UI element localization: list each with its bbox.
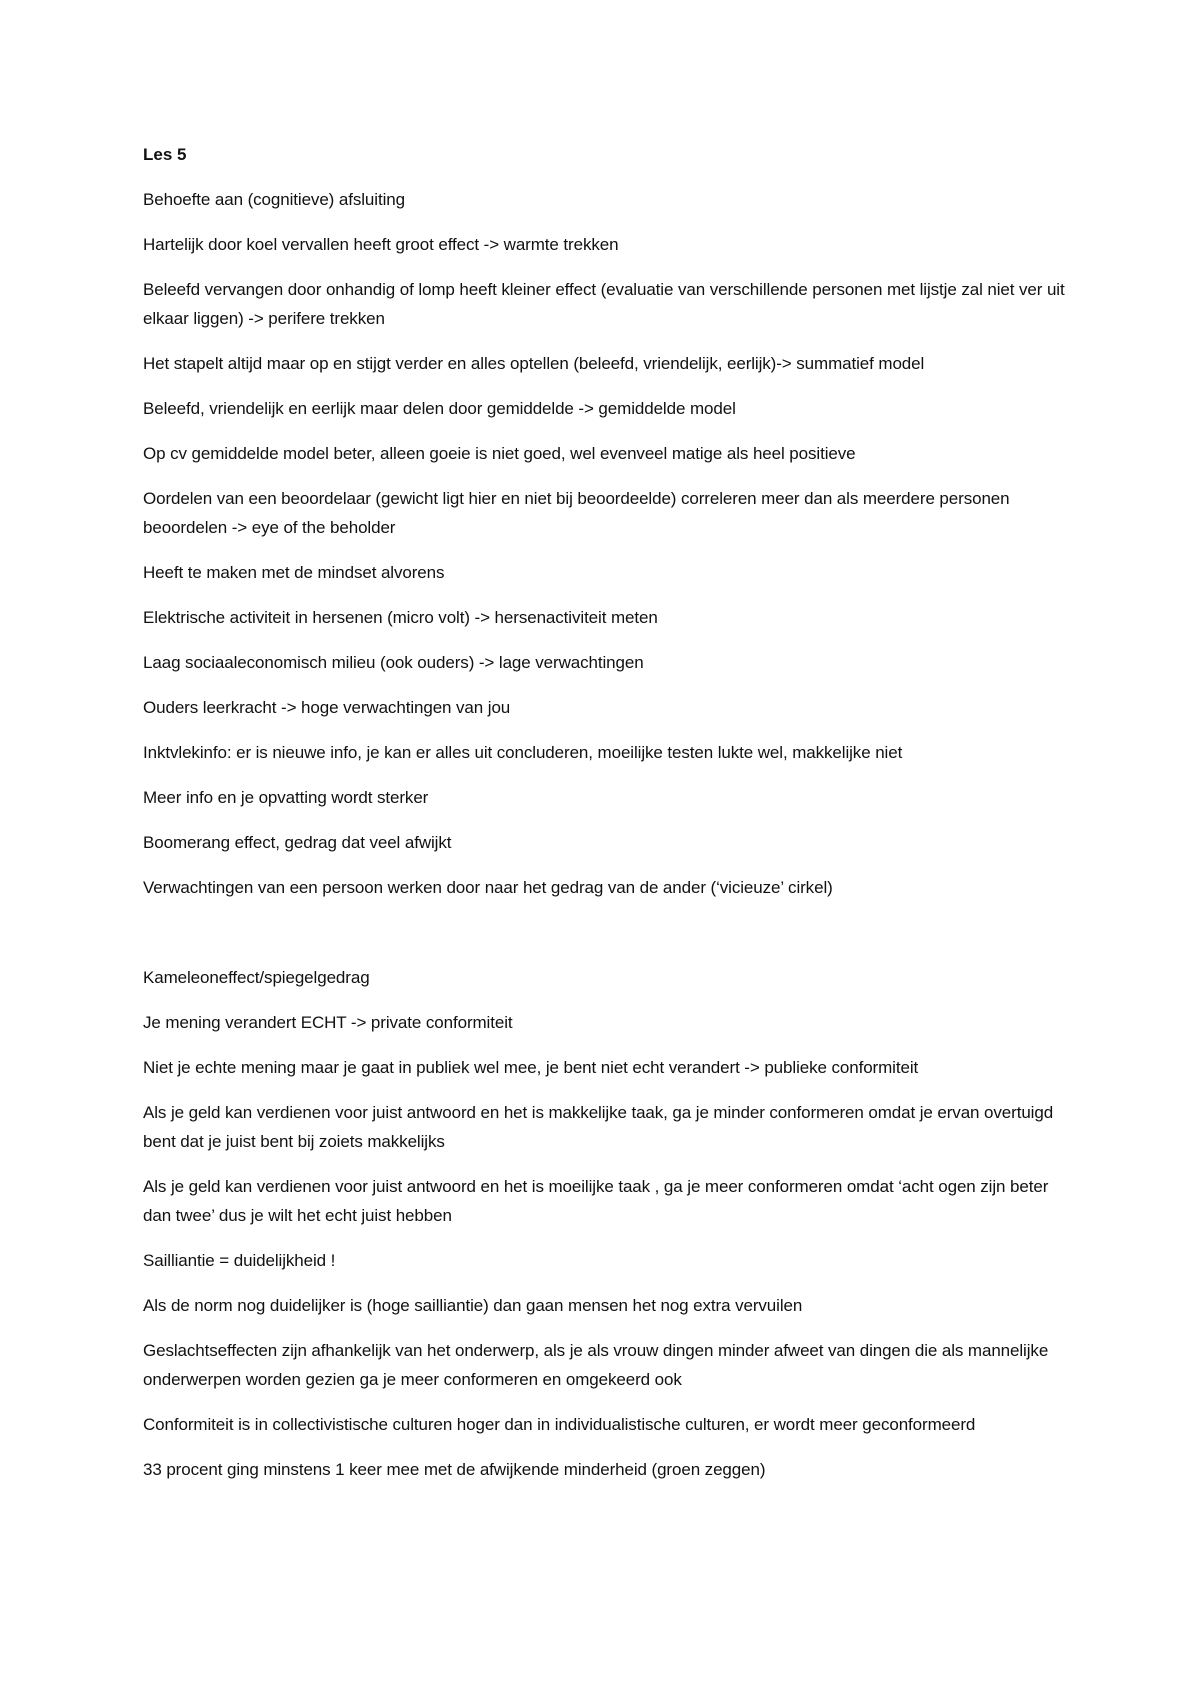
paragraph: Je mening verandert ECHT -> private conformiteit [143,1013,513,1032]
paragraph: Als de norm nog duidelijker is (hoge sailliantie) dan gaan mensen het nog extra vervuilen [143,1296,803,1315]
paragraph: Beleefd, vriendelijk en eerlijk maar delen door gemiddelde -> gemiddelde model [143,399,736,418]
paragraph: Op cv gemiddelde model beter, alleen goeie is niet goed, wel evenveel matige als heel positieve [143,444,856,463]
paragraph: Hartelijk door koel vervallen heeft groot effect -> warmte trekken [143,235,619,254]
paragraph: Inktvlekinfo: er is nieuwe info, je kan er alles uit concluderen, moeilijke testen lukte wel, makkelijke niet [143,743,903,762]
paragraph: Heeft te maken met de mindset alvorens [143,563,445,582]
paragraph: Laag sociaaleconomisch milieu (ook ouders) -> lage verwachtingen [143,653,644,672]
paragraph: Conformiteit is in collectivistische culturen hoger dan in individualistische culturen, er wordt meer geconformeerd [143,1415,976,1434]
document-page [143,140,1073,1500]
section-one [143,185,1073,902]
paragraph: Boomerang effect, gedrag dat veel afwijkt [143,833,452,852]
section-gap [143,918,1073,963]
paragraph: Ouders leerkracht -> hoge verwachtingen van jou [143,698,511,717]
paragraph: Verwachtingen van een persoon werken door naar het gedrag van de ander (‘vicieuze’ cirkel) [143,878,833,897]
paragraph: 33 procent ging minstens 1 keer mee met de afwijkende minderheid (groen zeggen) [143,1460,766,1479]
paragraph: Als je geld kan verdienen voor juist antwoord en het is moeilijke taak , ga je meer conformeren omdat ‘acht ogen zijn beter dan twee’ dus je wilt het echt juist hebben [143,1177,1049,1225]
paragraph: Meer info en je opvatting wordt sterker [143,788,429,807]
paragraph: Beleefd vervangen door onhandig of lomp heeft kleiner effect (evaluatie van verschillende personen met lijstje zal niet ver uit elkaar liggen) -> perifere trekken [143,280,1065,328]
paragraph: Als je geld kan verdienen voor juist antwoord en het is makkelijke taak, ga je minder conformeren omdat je ervan overtuigd bent dat je juist bent bij zoiets makkelijks [143,1103,1054,1151]
paragraph: Het stapelt altijd maar op en stijgt verder en alles optellen (beleefd, vriendelijk, eerlijk)-> summatief model [143,354,925,373]
paragraph: Sailliantie = duidelijkheid ! [143,1251,336,1270]
paragraph: Kameleoneffect/spiegelgedrag [143,968,370,987]
paragraph: Elektrische activiteit in hersenen (micro volt) -> hersenactiviteit meten [143,608,658,627]
paragraph: Oordelen van een beoordelaar (gewicht ligt hier en niet bij beoordeelde) correleren meer dan als meerdere personen beoordelen -> eye of the beholder [143,489,1010,537]
paragraph: Geslachtseffecten zijn afhankelijk van het onderwerp, als je als vrouw dingen minder afweet van dingen die als mannelijke onderwerpen worden gezien ga je meer conformeren en omgekeerd ook [143,1341,1049,1389]
paragraph: Behoefte aan (cognitieve) afsluiting [143,190,405,209]
paragraph: Niet je echte mening maar je gaat in publiek wel mee, je bent niet echt verandert -> publieke conformiteit [143,1058,919,1077]
section-two [143,963,1073,1484]
document-title: Les 5 [143,145,187,164]
